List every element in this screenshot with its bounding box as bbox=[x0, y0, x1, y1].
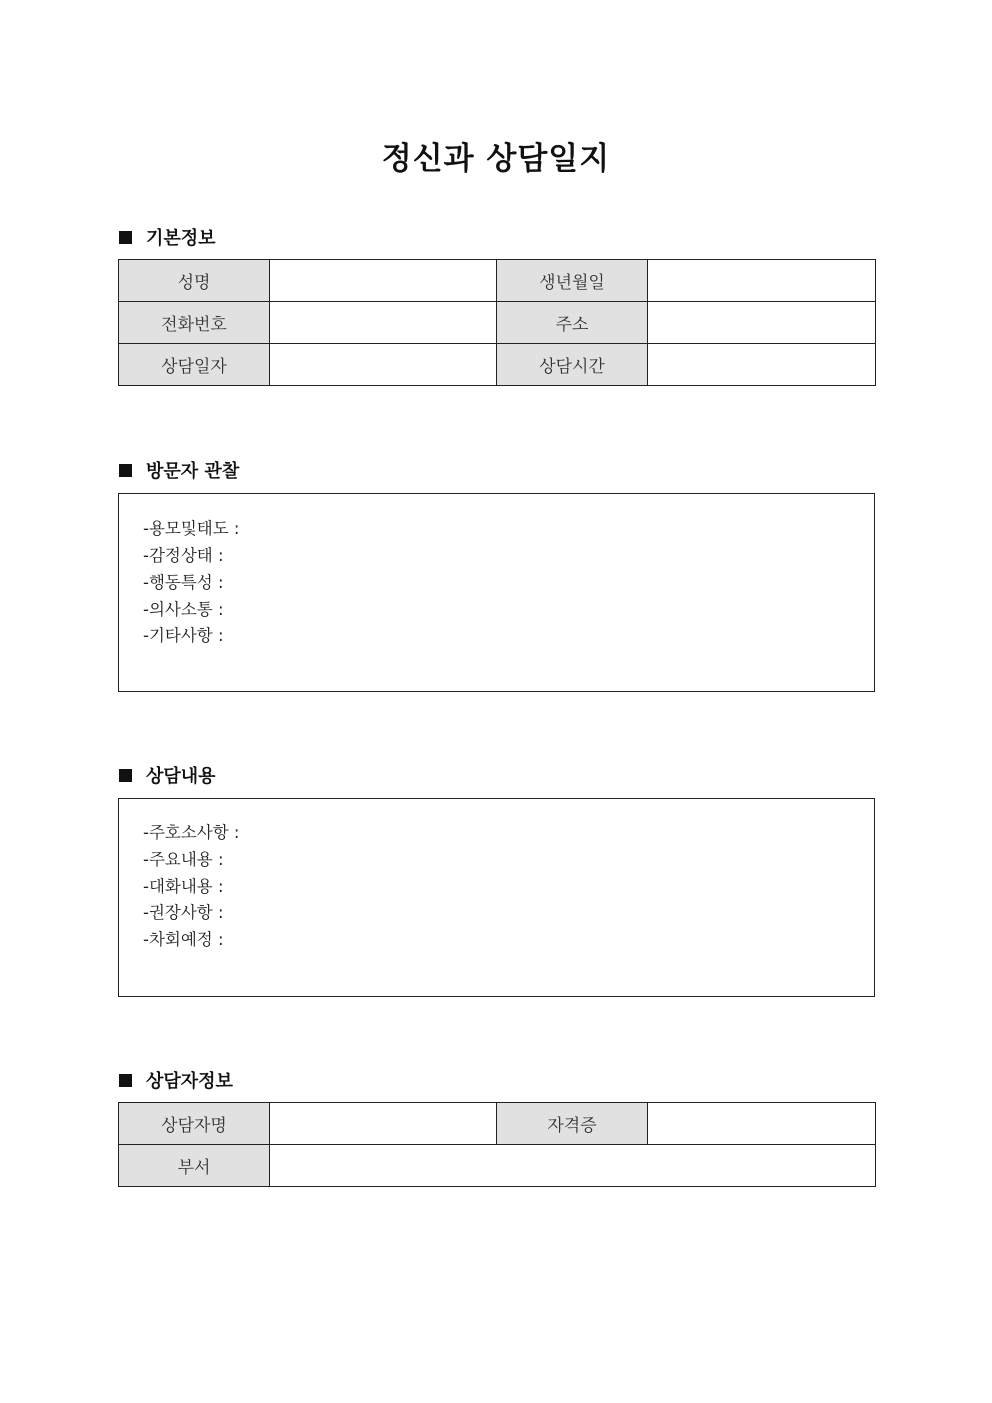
counseling-box[interactable] bbox=[118, 798, 875, 997]
observation-line: -의사소통 : bbox=[143, 600, 224, 619]
section-heading-counseling bbox=[119, 762, 216, 788]
table-row bbox=[119, 1103, 876, 1145]
section-heading-label: 방문자 관찰 bbox=[146, 461, 240, 482]
counseling-line: -대화내용 : bbox=[143, 877, 224, 896]
counseling-line: -주요내용 : bbox=[143, 850, 224, 869]
field-label: 부서 bbox=[119, 1145, 270, 1187]
square-bullet-icon bbox=[119, 464, 132, 477]
phone-field[interactable] bbox=[270, 302, 497, 344]
section-heading-label: 상담내용 bbox=[146, 766, 216, 787]
counselor-name-field[interactable] bbox=[270, 1103, 497, 1145]
field-label: 자격증 bbox=[497, 1103, 648, 1145]
table-row bbox=[119, 302, 876, 344]
square-bullet-icon bbox=[119, 231, 132, 244]
counseling-date-field[interactable] bbox=[270, 344, 497, 386]
section-heading-label: 상담자정보 bbox=[146, 1071, 233, 1092]
field-label: 성명 bbox=[119, 260, 270, 302]
section-heading-observation bbox=[119, 457, 239, 483]
birthdate-field[interactable] bbox=[648, 260, 876, 302]
field-label: 생년월일 bbox=[497, 260, 648, 302]
counseling-line: -주호소사항 : bbox=[143, 823, 240, 842]
table-row bbox=[119, 1145, 876, 1187]
address-field[interactable] bbox=[648, 302, 876, 344]
square-bullet-icon bbox=[119, 1074, 132, 1087]
department-field[interactable] bbox=[270, 1145, 876, 1187]
observation-line: -용모및태도 : bbox=[143, 519, 240, 538]
section-heading-counselor-info bbox=[119, 1067, 233, 1093]
counselor-info-table bbox=[118, 1102, 876, 1187]
table-row bbox=[119, 260, 876, 302]
field-label: 상담시간 bbox=[497, 344, 648, 386]
field-label: 주소 bbox=[497, 302, 648, 344]
name-field[interactable] bbox=[270, 260, 497, 302]
counseling-line: -차회예정 : bbox=[143, 930, 224, 949]
observation-line: -기타사항 : bbox=[143, 626, 224, 645]
field-label: 상담자명 bbox=[119, 1103, 270, 1145]
page-title: 정신과 상담일지 bbox=[381, 141, 611, 177]
section-heading-label: 기본정보 bbox=[146, 228, 216, 249]
observation-line: -행동특성 : bbox=[143, 573, 224, 592]
table-row bbox=[119, 344, 876, 386]
counseling-time-field[interactable] bbox=[648, 344, 876, 386]
basic-info-table bbox=[118, 259, 876, 386]
square-bullet-icon bbox=[119, 769, 132, 782]
field-label: 전화번호 bbox=[119, 302, 270, 344]
license-field[interactable] bbox=[648, 1103, 876, 1145]
counseling-line: -권장사항 : bbox=[143, 903, 224, 922]
field-label: 상담일자 bbox=[119, 344, 270, 386]
section-heading-basic-info bbox=[119, 224, 216, 250]
observation-line: -감정상태 : bbox=[143, 546, 224, 565]
observation-box[interactable] bbox=[118, 493, 875, 692]
